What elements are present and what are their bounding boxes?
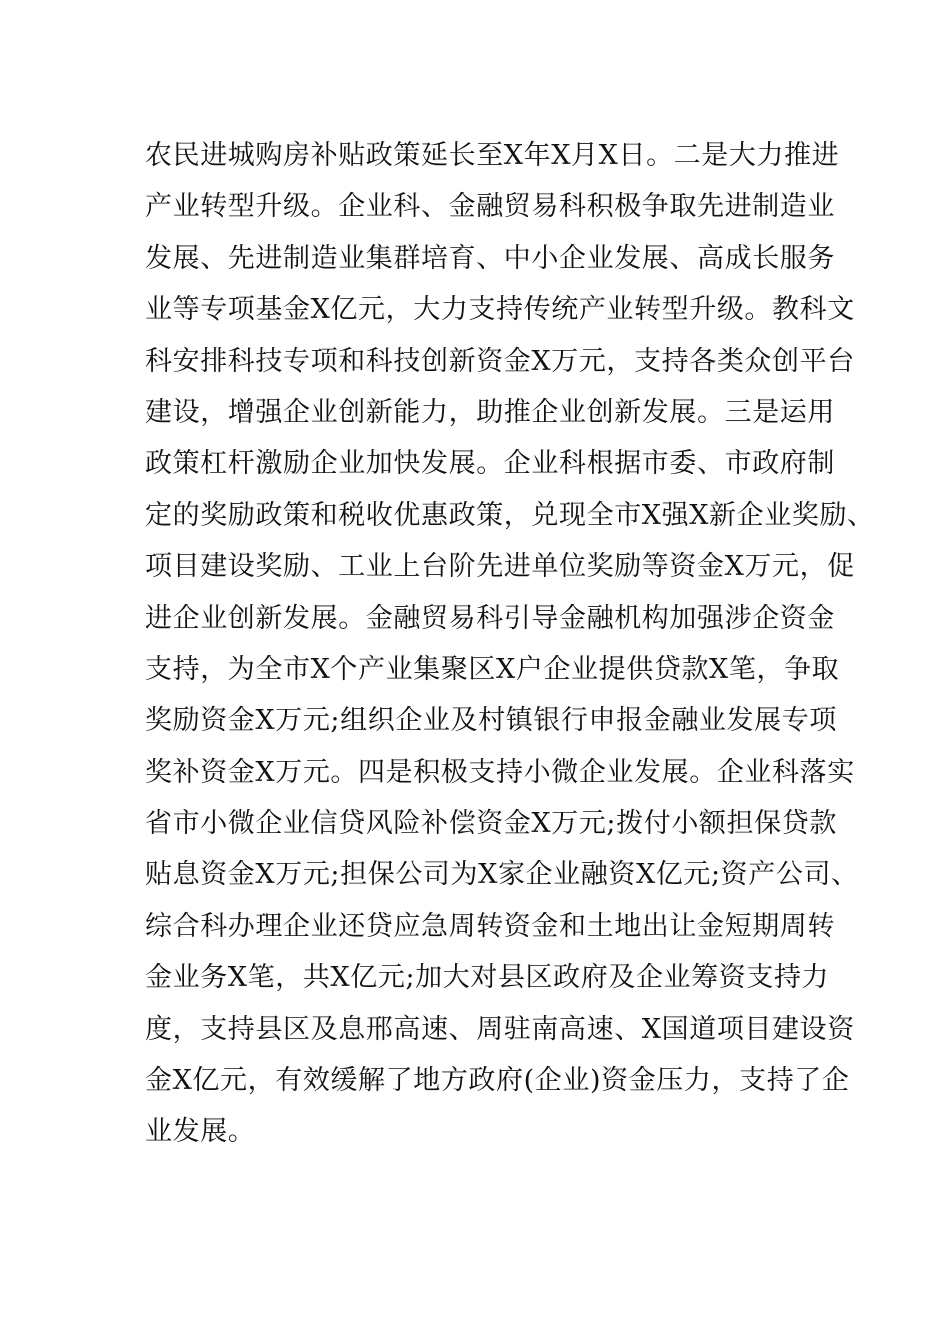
text-line: 贴息资金X万元;担保公司为X家企业融资X亿元;资产公司、 (145, 859, 859, 891)
body-paragraph (145, 130, 875, 1158)
text-line: 省市小微企业信贷风险补偿资金X万元;拨付小额担保贷款 (145, 808, 837, 840)
text-line: 进企业创新发展。金融贸易科引导金融机构加强涉企资金 (145, 602, 835, 634)
text-line: 业发展。 (145, 1116, 256, 1148)
text-line: 定的奖励政策和税收优惠政策，兑现全市X强X新企业奖励、 (145, 499, 875, 531)
text-line: 项目建设奖励、工业上台阶先进单位奖励等资金X万元，促 (145, 551, 855, 583)
text-line: 产业转型升级。企业科、金融贸易科积极争取先进制造业 (145, 191, 835, 223)
text-line: 发展、先进制造业集群培育、中小企业发展、高成长服务 (145, 242, 835, 274)
text-line: 政策杠杆激励企业加快发展。企业科根据市委、市政府制 (145, 448, 835, 480)
text-line: 金业务X笔，共X亿元;加大对县区政府及企业筹资支持力 (145, 962, 830, 994)
text-line: 度，支持县区及息邢高速、周驻南高速、X国道项目建设资 (145, 1013, 855, 1045)
text-line: 业等专项基金X亿元，大力支持传统产业转型升级。教科文 (145, 294, 855, 326)
text-line: 综合科办理企业还贷应急周转资金和土地出让金短期周转 (145, 910, 835, 942)
text-line: 支持，为全市X个产业集聚区X户企业提供贷款X笔，争取 (145, 653, 840, 685)
text-line: 奖补资金X万元。四是积极支持小微企业发展。企业科落实 (145, 756, 855, 788)
text-line: 农民进城购房补贴政策延长至X年X月X日。二是大力推进 (145, 140, 840, 171)
text-line: 奖励资金X万元;组织企业及村镇银行申报金融业发展专项 (145, 705, 837, 737)
text-line: 建设，增强企业创新能力，助推企业创新发展。三是运用 (145, 396, 835, 428)
text-line: 金X亿元，有效缓解了地方政府(企业)资金压力，支持了企 (145, 1065, 850, 1097)
text-line: 科安排科技专项和科技创新资金X万元，支持各类众创平台 (145, 345, 855, 377)
